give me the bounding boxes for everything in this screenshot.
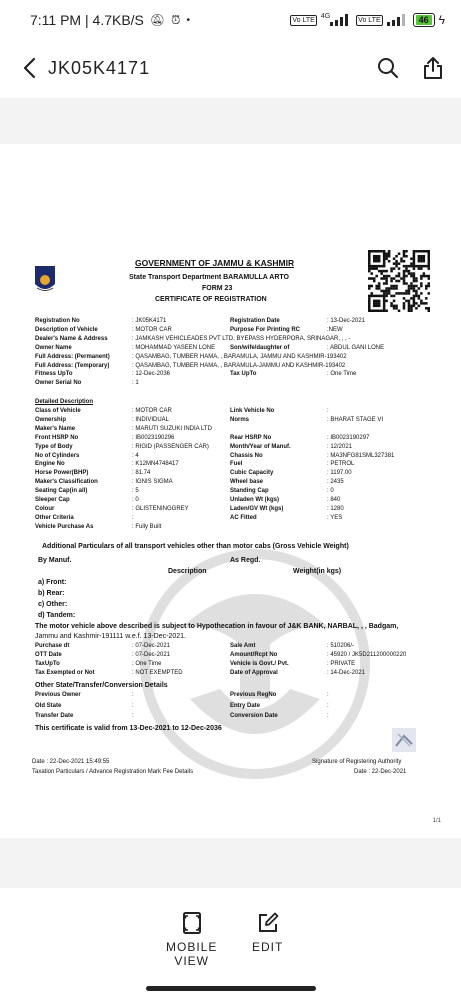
header-certificate: CERTIFICATE OF REGISTRATION — [155, 296, 267, 303]
section1-row-3-value: : MOHAMMAD YASEEN LONE — [132, 344, 216, 351]
volte-icon-2: Vo LTE — [358, 16, 381, 24]
section1-row-6-value: : 12-Dec-2036 — [132, 371, 171, 378]
section2-row-5-label-2: Chassis No — [230, 452, 263, 459]
signature-date: Date : 22-Dec-2021 — [354, 769, 407, 775]
section1-row-3-label: Owner Name — [35, 344, 72, 351]
section4-row-0-value: : — [132, 692, 134, 698]
signature-label: Signature of Registering Authority — [312, 759, 402, 765]
section4-row-2-label-2: Conversion Date — [230, 713, 278, 719]
section1-row-4-label: Full Address: (Permanent) — [35, 353, 110, 360]
edit-icon — [257, 912, 279, 934]
section2-row-0-value: : MOTOR CAR — [132, 408, 172, 414]
section2-row-11-value-2: : 1280 — [327, 505, 344, 512]
mobile-view-button[interactable] — [166, 912, 217, 968]
section2-row-4-label: Type of Body — [35, 443, 73, 450]
section1-row-1-label-2: Purpose For Printing RC — [230, 326, 301, 333]
section1-row-5-value: : QASAMBAG, TUMBER HAMA, , BARAMULA-JAMMU AND KASHMIR-193402 — [132, 362, 346, 369]
section3-row-1-label: OTT Date — [35, 651, 62, 658]
section2-row-8-value-2: : 2435 — [327, 479, 344, 486]
conversion-details-title: Other State/Transfer/Conversion Details — [35, 682, 168, 689]
section2-row-8-value: : IGNIS SIGMA — [132, 479, 173, 486]
document-page — [0, 144, 461, 838]
section3-row-3-label-2: Date of Approval — [230, 669, 278, 676]
back-button[interactable] — [22, 57, 36, 79]
bottom-toolbar — [0, 888, 461, 1000]
validity-text: This certificate is valid from 13-Dec-2021 to 12-Dec-2036 — [35, 725, 222, 732]
axle-other: c) Other: — [38, 601, 68, 608]
section4-row-1-label-2: Entry Date — [230, 702, 261, 709]
section4-row-2-value: : — [132, 713, 134, 719]
footer-taxation: Taxation Particulars / Advance Registration Mark Fee Details — [32, 769, 194, 775]
section4-row-1-value: : — [132, 702, 134, 709]
section3-row-3-value: : NOT EXEMPTED — [132, 669, 183, 676]
detailed-description-title: Detailed Description — [35, 399, 94, 405]
section3-row-0-label: Purchase dt — [35, 643, 70, 649]
battery-icon: 46 — [413, 13, 435, 27]
section4-row-2-label: Transfer Date — [35, 713, 74, 719]
description-column: Description — [168, 568, 207, 575]
section2-row-12-value: : — [132, 514, 134, 521]
footer-date: Date : 22-Dec-2021 15:49:55 — [32, 759, 110, 765]
section2-row-1-label-2: Norms — [230, 416, 250, 423]
section1-row-1-value: : MOTOR CAR — [132, 326, 172, 333]
section2-row-9-label: Seating Cap(in all) — [35, 488, 88, 495]
section1-row-1-value-2: :NEW — [327, 326, 343, 333]
section1-row-1-label: Description of Vehicle — [35, 326, 98, 333]
section1-row-3-label-2: Son/wife/daughter of — [230, 344, 290, 351]
section1-row-0-value-2: : 13-Dec-2021 — [327, 318, 366, 324]
section2-row-10-value-2: : 840 — [327, 497, 341, 503]
section3-row-1-value: : 07-Dec-2021 — [132, 651, 171, 658]
section2-row-5-value-2: : MA3NFG81SML327381 — [327, 452, 395, 459]
section1-row-0-label: Registration No — [35, 318, 80, 324]
section1-row-2-label: Dealer's Name & Address — [35, 335, 108, 342]
section2-row-12-label-2: AC Fitted — [230, 514, 257, 521]
section3-row-2-value-2: : PRIVATE — [327, 660, 356, 667]
section3-row-2-value: : One Time — [132, 660, 162, 667]
section3-row-3-value-2: : 14-Dec-2021 — [327, 669, 366, 676]
share-button[interactable] — [423, 56, 443, 80]
weight-column: Weight(in kgs) — [293, 568, 342, 575]
section2-row-6-label: Engine No — [35, 461, 65, 468]
section2-row-10-label-2: Unladen Wt (kgs) — [230, 497, 279, 503]
section2-row-12-label: Other Criteria — [35, 514, 74, 521]
section2-row-1-value: : INDIVIDUAL — [132, 416, 170, 423]
section2-row-8-label: Maker's Classification — [35, 479, 98, 486]
section1-row-6-label-2: Tax UpTo — [230, 371, 257, 378]
section2-row-4-value-2: : 12/2021 — [327, 443, 353, 450]
section4-row-0-label: Previous Owner — [35, 692, 81, 698]
page-indicator: 1/1 — [432, 818, 441, 824]
section2-row-2-value: : MARUTI SUZUKI INDIA LTD — [132, 425, 212, 432]
document-title: JK05K4171 — [48, 57, 151, 78]
section2-row-9-label-2: Standing Cap — [230, 488, 269, 495]
signal-icon — [330, 14, 352, 26]
alarm-icon: ⏰︎ — [171, 12, 181, 27]
mobile-view-icon — [182, 912, 202, 934]
section2-row-10-label: Sleeper Cap — [35, 497, 70, 503]
mute-icon: 🔕︎ — [149, 13, 166, 27]
section3-row-0-value-2: : 510206/- — [327, 643, 355, 649]
section2-row-11-value: : GLISTENINGGREY — [132, 505, 189, 512]
charging-icon: ϟ — [438, 13, 445, 27]
section3-row-3-label: Tax Exempted or Not — [35, 669, 95, 676]
section2-row-0-label: Class of Vehicle — [35, 408, 81, 414]
back-arrow-icon — [22, 57, 36, 79]
section2-row-2-label: Maker's Name — [35, 425, 76, 432]
section2-row-9-value-2: : 0 — [327, 488, 334, 495]
search-icon — [377, 57, 399, 79]
section2-row-8-label-2: Wheel base — [230, 479, 264, 486]
signal-icon-2 — [387, 14, 409, 26]
section2-row-7-label-2: Cubic Capacity — [230, 470, 274, 477]
section4-row-1-label: Old State — [35, 702, 62, 709]
network-tag: 4G — [320, 13, 331, 20]
section2-row-11-label-2: Laden/GV Wt (kgs) — [230, 505, 284, 512]
section1-row-0-value: : JK05K4171 — [132, 318, 167, 324]
qr-code — [368, 250, 430, 312]
section3-row-1-value-2: : 45920 / JK5D211200000220 — [327, 651, 407, 658]
section4-row-0-value-2: : — [327, 692, 329, 698]
section3-row-0-value: : 07-Dec-2021 — [132, 643, 171, 649]
app-bar — [0, 40, 461, 96]
section2-row-0-label-2: Link Vehicle No — [230, 408, 275, 414]
section3-row-2-label-2: Vehicle is Govt./ Pvt. — [230, 660, 289, 667]
section3-row-0-label-2: Sale Amt — [230, 643, 256, 649]
section2-row-11-label: Colour — [35, 505, 55, 512]
additional-particulars-title: Additional Particulars of all transport vehicles other than motor cabs (Gross Vehicle Weight) — [42, 543, 349, 550]
section2-row-12-value-2: : YES — [327, 514, 343, 521]
share-icon — [423, 56, 443, 80]
header-form: FORM 23 — [202, 285, 233, 292]
section2-row-7-label: Horse Power(BHP) — [35, 470, 89, 477]
section1-row-7-label: Owner Serial No — [35, 380, 82, 387]
status-time: 7:11 PM | 4.7KB/S — [30, 12, 144, 28]
section2-row-3-label-2: Rear HSRP No — [230, 434, 272, 441]
section4-row-1-value-2: : — [327, 702, 329, 709]
hypothecation-line-1: The motor vehicle above described is subject to Hypothecation in favour of J&K BANK, NARBAL, , , Badgam, — [35, 623, 399, 630]
status-icons — [290, 13, 445, 27]
section2-row-9-value: : 5 — [132, 488, 139, 495]
dot-icon: • — [186, 14, 191, 26]
section2-row-10-value: : 0 — [132, 497, 139, 503]
section4-row-2-value-2: : — [327, 713, 329, 719]
section3-row-1-label-2: Amount/Rcpt No — [230, 651, 278, 658]
as-regd-label: As Regd. — [230, 557, 261, 564]
section2-row-1-label: Ownership — [35, 416, 67, 423]
section2-row-6-value: : K12MN4748417 — [132, 461, 179, 468]
edit-label: EDIT — [252, 940, 284, 954]
section1-row-0-label-2: Registration Date — [230, 318, 280, 324]
section1-row-4-value: : QASAMBAG, TUMBER HAMA, , BARAMULA, JAMMU AND KASHMIR-193402 — [132, 353, 347, 360]
section2-row-4-value: : RIGID (PASSENGER CAR) — [132, 443, 209, 450]
section2-row-7-value: : 81.74 — [132, 470, 151, 477]
section2-row-4-label-2: Month/Year of Manuf. — [230, 443, 291, 450]
home-indicator[interactable] — [146, 986, 316, 991]
section2-row-5-value: : 4 — [132, 452, 139, 459]
section4-row-0-label-2: Previous RegNo — [230, 692, 277, 698]
section1-row-6-value-2: : One Time — [327, 371, 357, 378]
section2-row-5-label: No of Cylinders — [35, 452, 80, 459]
search-button[interactable] — [377, 57, 399, 79]
section2-row-1-value-2: : BHARAT STAGE VI — [327, 416, 384, 423]
axle-tandem: d) Tandem: — [38, 612, 76, 619]
digital-signature-mark — [392, 728, 416, 752]
section2-row-7-value-2: : 1197.00 — [327, 470, 352, 477]
section2-row-0-value-2: : — [327, 408, 329, 414]
status-bar — [0, 0, 461, 40]
section2-row-6-value-2: : PETROL — [327, 461, 355, 468]
section1-row-2-value: : JAMKASH VEHICLEADES PVT LTD, BYEPASS HYDERPORA, SRINAGAR, , , - — [132, 335, 351, 342]
section2-row-6-label-2: Fuel — [230, 461, 243, 468]
section1-row-5-label: Full Address: (Temporary) — [35, 362, 110, 369]
mobile-view-label: MOBILE VIEW — [166, 940, 218, 968]
section2-row-3-label: Front HSRP No — [35, 434, 79, 441]
header-government: GOVERNMENT OF JAMMU & KASHMIR — [135, 258, 295, 268]
emblem-logo — [32, 266, 58, 294]
section3-row-2-label: TaxUpTo — [35, 660, 60, 667]
section2-row-13-value: : Fully Built — [132, 523, 162, 530]
hypothecation-line-2: Jammu and Kashmir-191111 w.e.f. 13-Dec-2021. — [35, 633, 186, 640]
section1-row-6-label: Fitness UpTo — [35, 371, 73, 378]
section1-row-7-value: : 1 — [132, 380, 139, 387]
section2-row-13-label: Vehicle Purchase As — [35, 523, 94, 530]
by-manuf-label: By Manuf. — [38, 557, 72, 564]
axle-front: a) Front: — [38, 579, 67, 586]
volte-icon: Vo LTE — [292, 16, 315, 24]
axle-rear: b) Rear: — [38, 590, 65, 597]
header-department: State Transport Department BARAMULLA ARTO — [129, 274, 289, 281]
section2-row-3-value: : IB0023190296 — [132, 434, 175, 441]
edit-button[interactable] — [252, 912, 283, 954]
section1-row-3-value-2: : ABDUL GANI LONE — [327, 344, 385, 351]
section2-row-3-value-2: : IB0023190297 — [327, 434, 370, 441]
